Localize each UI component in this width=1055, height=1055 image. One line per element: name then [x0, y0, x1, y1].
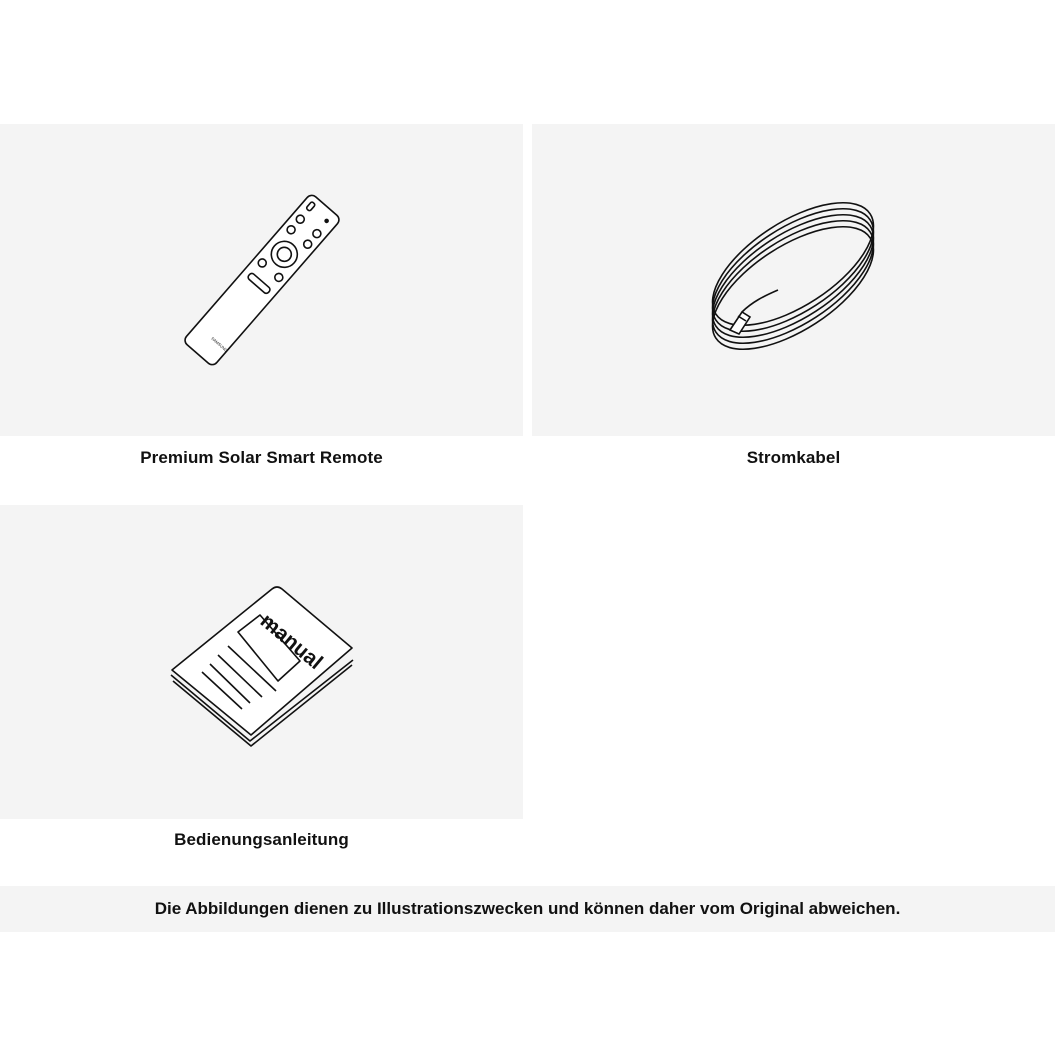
manual-booklet-icon — [0, 505, 523, 819]
manual-caption: Bedienungsanleitung — [174, 830, 349, 849]
remote-tile — [0, 124, 523, 436]
disclaimer-text: Die Abbildungen dienen zu Illustrationszwecken und können daher vom Original abweichen. — [154, 899, 901, 918]
power-cable-icon — [532, 124, 1055, 436]
manual-tile — [0, 505, 523, 819]
cable-tile — [532, 124, 1055, 436]
remote-brand-text: SAMSUNG — [210, 335, 229, 353]
manual-cover-text: manual — [255, 609, 327, 675]
remote-control-icon — [0, 124, 523, 436]
cable-caption: Stromkabel — [746, 448, 841, 467]
disclaimer-band — [0, 886, 1055, 932]
remote-caption: Premium Solar Smart Remote — [140, 448, 383, 467]
